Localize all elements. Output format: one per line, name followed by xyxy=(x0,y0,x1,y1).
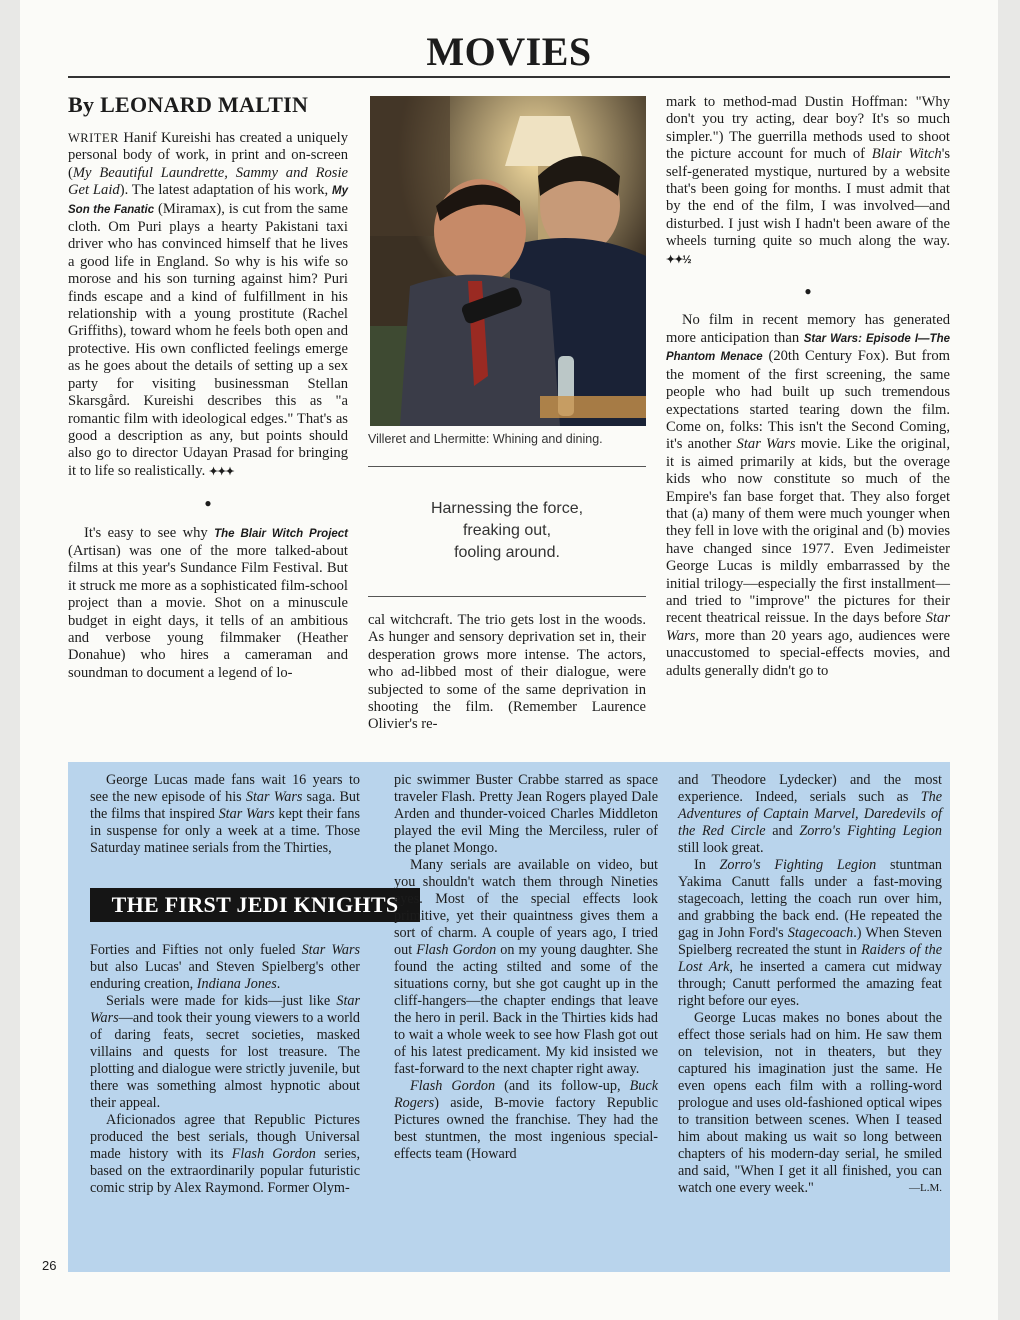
article-column-2 xyxy=(368,612,646,734)
sidebar-column-1-top xyxy=(90,772,360,857)
rating-stars: ✦✦½ xyxy=(666,253,691,266)
sidebar-paragraph: In Zorro's Fighting Legion stuntman Yakima Canutt falls under a fast-moving stagecoach, letting the coach run over him, and grabbing the back end. (He repeated the gag in John Ford's Stagecoach.) When Steven Spielberg recreated the stunt in Raiders of the Lost Ark, he inserted a camera cut midway through; Canutt performed the amazing feat right before our eyes. xyxy=(678,857,942,1009)
page-number: 26 xyxy=(42,1258,57,1273)
sidebar-box xyxy=(68,762,950,1272)
paragraph-blair-witch: It's easy to see why The Blair Witch Project (Artisan) was one of the more talked-about films at this year's Sundance Film Festival. But it struck me more as a sophisticated film-school project than a movie. Shot on a minuscule budget in eight days, it tells of an ambitious and verbose young filmmaker (Heather Donahue) who hires a cameraman and soundman to document a legend of lo- xyxy=(68,524,349,681)
pullquote-line: Harnessing the force, xyxy=(430,500,584,517)
sidebar-paragraph: and Theodore Lydecker) and the most experience. Indeed, serials such as The Adventures of Captain Marvel, Daredevils of the Red Circle and Zorro's Fighting Legion still look great. xyxy=(678,772,942,856)
header-rule xyxy=(68,76,950,78)
paragraph-blair-witch-end: mark to method-mad Dustin Hoffman: "Why don't you try acting, dear boy? It's so much simpler.") The guerrilla methods used to shoot the picture account for much of Blair Witch's self-generated mystique, nurtured by a website that's been going for months. I must admit that by the end of the film, I was involved—and disturbed. I just wish I hadn't been aware of the wheels turning quite so much along the way. ✦✦½ xyxy=(666,94,950,266)
article-column-1 xyxy=(68,130,348,682)
pullquote-line: fooling around. xyxy=(454,544,560,561)
pullquote-line: freaking out, xyxy=(462,522,552,539)
section-bullet: ● xyxy=(204,496,212,511)
photo-caption: Villeret and Lhermitte: Whining and dining. xyxy=(368,432,603,446)
pullquote-rule-top xyxy=(368,466,646,467)
paragraph-blair-witch-cont: cal witchcraft. The trio gets lost in the woods. As hunger and sensory deprivation set in, their desperation grows more intense. The actors, who ad-libbed most of their dialogue, were subjected to some of the same deprivation in shooting the film. (Remember Laurence Olivier's re- xyxy=(368,612,646,733)
paragraph-my-son-the-fanatic: WRITER Hanif Kureishi has created a uniquely personal body of work, in print and on-screen (My Beautiful Laundrette, Sammy and Rosie Get Laid). The latest adaptation of his work, My Son the Fanatic (Miramax), is cut from the same cloth. Om Puri plays a hearty Pakistani taxi driver who has convinced himself that he lives a good life in England. So why is his wife so morose and his son turning against him? Puri finds escape and a kind of fulfillment in his relationship with a young prostitute (Rachel Griffiths), toward whom he feels both open and protective. His own conflicted feelings emerge as he goes about the details of setting up a sex party for visiting businessman Stellan Skarsgård. Kureishi describes this as "a romantic film with ideological edges." That's as good a description as any, but points should also go to director Udayan Prasad for bringing it to life so realistically. ✦✦✦ xyxy=(68,130,349,479)
section-title: MOVIES xyxy=(426,29,592,74)
sidebar-paragraph: George Lucas makes no bones about the effect those serials had on him. He saw them on television, not in theaters, but they captured his imagination just the same. He even opens each film with a rolling-word prologue and uses old-fashioned optical wipes to transition between scenes. When I teased him about making us wait so long between chapters of his modern-day serial, he smiled and said, "When I get it all finished, you can watch one every week." —L.M. xyxy=(678,1010,942,1196)
sidebar-paragraph: pic swimmer Buster Crabbe starred as space traveler Flash. Pretty Jean Rogers played Dale Arden and thunder-voiced Charles Middleton played the evil Ming the Merciless, ruler of the planet Mongo. xyxy=(394,772,658,856)
sidebar-paragraph: Flash Gordon (and its follow-up, Buck Rogers) aside, B-movie factory Republic Pictures owned the franchise. They had the best stuntmen, the most ingenious special-effects team (Howard xyxy=(394,1078,658,1162)
pullquote xyxy=(368,498,646,564)
sidebar-title: THE FIRST JEDI KNIGHTS xyxy=(90,888,420,922)
rating-stars: ✦✦✦ xyxy=(208,465,234,478)
sidebar-paragraph: Serials were made for kids—just like Star Wars—and took their young viewers to a world of daring feats, secret societies, masked villains and quests for lost treasure. The plotting and dialogue were strictly juvenile, but there was something almost hypnotic about their appeal. xyxy=(90,993,360,1111)
byline: By LEONARD MALTIN xyxy=(68,92,309,117)
sidebar-column-2 xyxy=(394,772,658,1163)
section-bullet: ● xyxy=(804,284,812,299)
sidebar-paragraph: Many serials are available on video, but you shouldn't watch them through Nineties eyes. Most of the special effects look primitive, yet their quaintness gives them a sort of charm. A couple of years ago, I tried out Flash Gordon on my young daughter. She found the acting stilted and some of the situations corny, but she got caught up in the cliff-hangers—the chapter endings that leave the hero in peril. Back in the Thirties kids had to wait a whole week to see how Flash got out of his latest predicament. My kid insisted we fast-forward to the next chapter right away. xyxy=(394,857,658,1077)
author-signature: —L.M. xyxy=(909,1182,942,1194)
pullquote-rule-bottom xyxy=(368,596,646,597)
magazine-page xyxy=(20,0,998,1320)
film-still-image xyxy=(370,96,646,426)
film-still-photo xyxy=(370,96,646,426)
sidebar-column-3 xyxy=(678,772,942,1197)
article-column-3 xyxy=(666,94,950,680)
sidebar-column-1-bottom xyxy=(90,942,360,1197)
sidebar-paragraph: George Lucas made fans wait 16 years to see the new episode of his Star Wars saga. But the films that inspired Star Wars kept their fans in suspense for only a week at a time. Those Saturday matinee serials from the Thirties, xyxy=(90,772,361,856)
paragraph-phantom-menace: No film in recent memory has generated more anticipation than Star Wars: Episode I—The Phantom Menace (20th Century Fox). But from the moment of the first screening, the same people who had built up such tremendous expectations started tearing down the film. Come on, folks: This isn't the Second Coming, it's another Star Wars movie. Like the original, it is aimed primarily at kids, but the overage kids who now constitute so much of the Empire's fan base forget that. They also forget that (a) many of them were much younger when they fell in love with the original and (b) movies have changed since 1977. Even Jedimeister George Lucas is mildly embarrassed by the initial trilogy—especially the first installment—and tried to "improve" the pictures for their recent theatrical reissue. In the days before Star Wars, more than 20 years ago, audiences were unaccustomed to special-effects movies, and adults generally didn't go to xyxy=(666,312,950,679)
sidebar-paragraph: Aficionados agree that Republic Pictures produced the best serials, though Universal made history with its Flash Gordon series, based on the extraordinarily popular futuristic comic strip by Alex Raymond. Former Olym- xyxy=(90,1112,360,1196)
sidebar-paragraph: Forties and Fifties not only fueled Star Wars but also Lucas' and Steven Spielberg's other enduring creation, Indiana Jones. xyxy=(90,942,360,992)
